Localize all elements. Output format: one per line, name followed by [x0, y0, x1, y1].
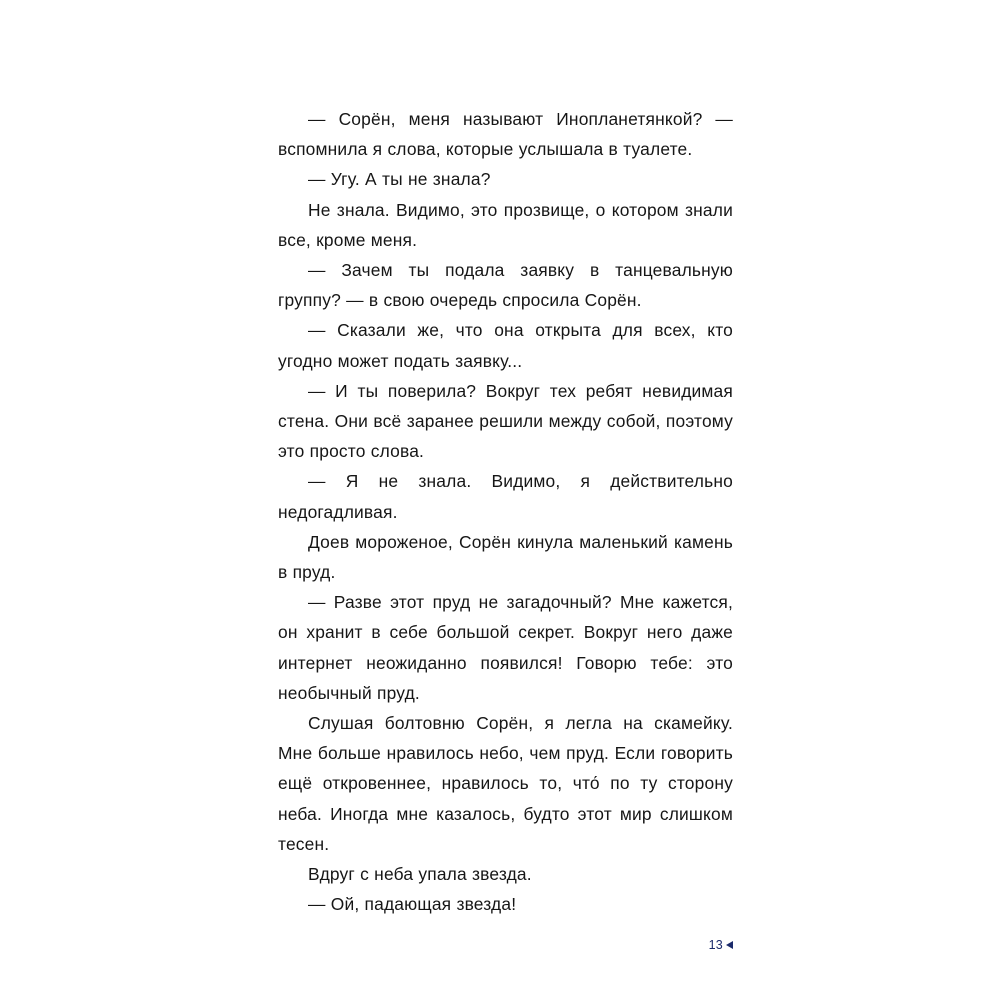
paragraph: — Разве этот пруд не загадочный? Мне кажется, он хранит в себе большой секрет. Вокруг него даже интернет неожиданно появился! Говорю тебе: это необычный пруд. [278, 592, 733, 703]
paragraph: — Сказали же, что она открыта для всех, кто угодно может подать заявку... [278, 320, 733, 371]
paragraph: — И ты поверила? Вокруг тех ребят невидимая стена. Они всё заранее решили между собой, поэтому это просто слова. [278, 380, 733, 462]
page-number-label: 13 [708, 938, 723, 952]
paragraph: — Я не знала. Видимо, я действительно недогадливая. [278, 471, 733, 522]
body-text-column [278, 104, 733, 919]
paragraph: — Зачем ты подала заявку в танцевальную группу? — в свою очередь спросила Сорён. [278, 260, 733, 311]
paragraph: Доев мороженое, Сорён кинула маленький камень в пруд. [278, 531, 733, 583]
paragraph: — Сорён, меня называют Инопланетянкой? — вспомнила я слова, которые услышала в туалете. [278, 109, 733, 160]
paragraph: Не знала. Видимо, это прозвище, о котором знали все, кроме меня. [278, 199, 733, 250]
paragraph: Вдруг с неба упала звезда. [308, 864, 532, 885]
paragraph: — Ой, падающая звезда! [308, 894, 517, 915]
page-number-marker-icon [726, 941, 733, 949]
paragraph: Слушая болтовню Сорён, я легла на скамейку. Мне больше нравилось небо, чем пруд. Если говорить ещё откровеннее, нравилось то, что́ по ту сторону неба. Иногда мне казалось, будто этот мир слишком тесен. [278, 713, 733, 854]
paragraph: — Угу. А ты не знала? [308, 169, 491, 190]
page-number [709, 938, 733, 952]
